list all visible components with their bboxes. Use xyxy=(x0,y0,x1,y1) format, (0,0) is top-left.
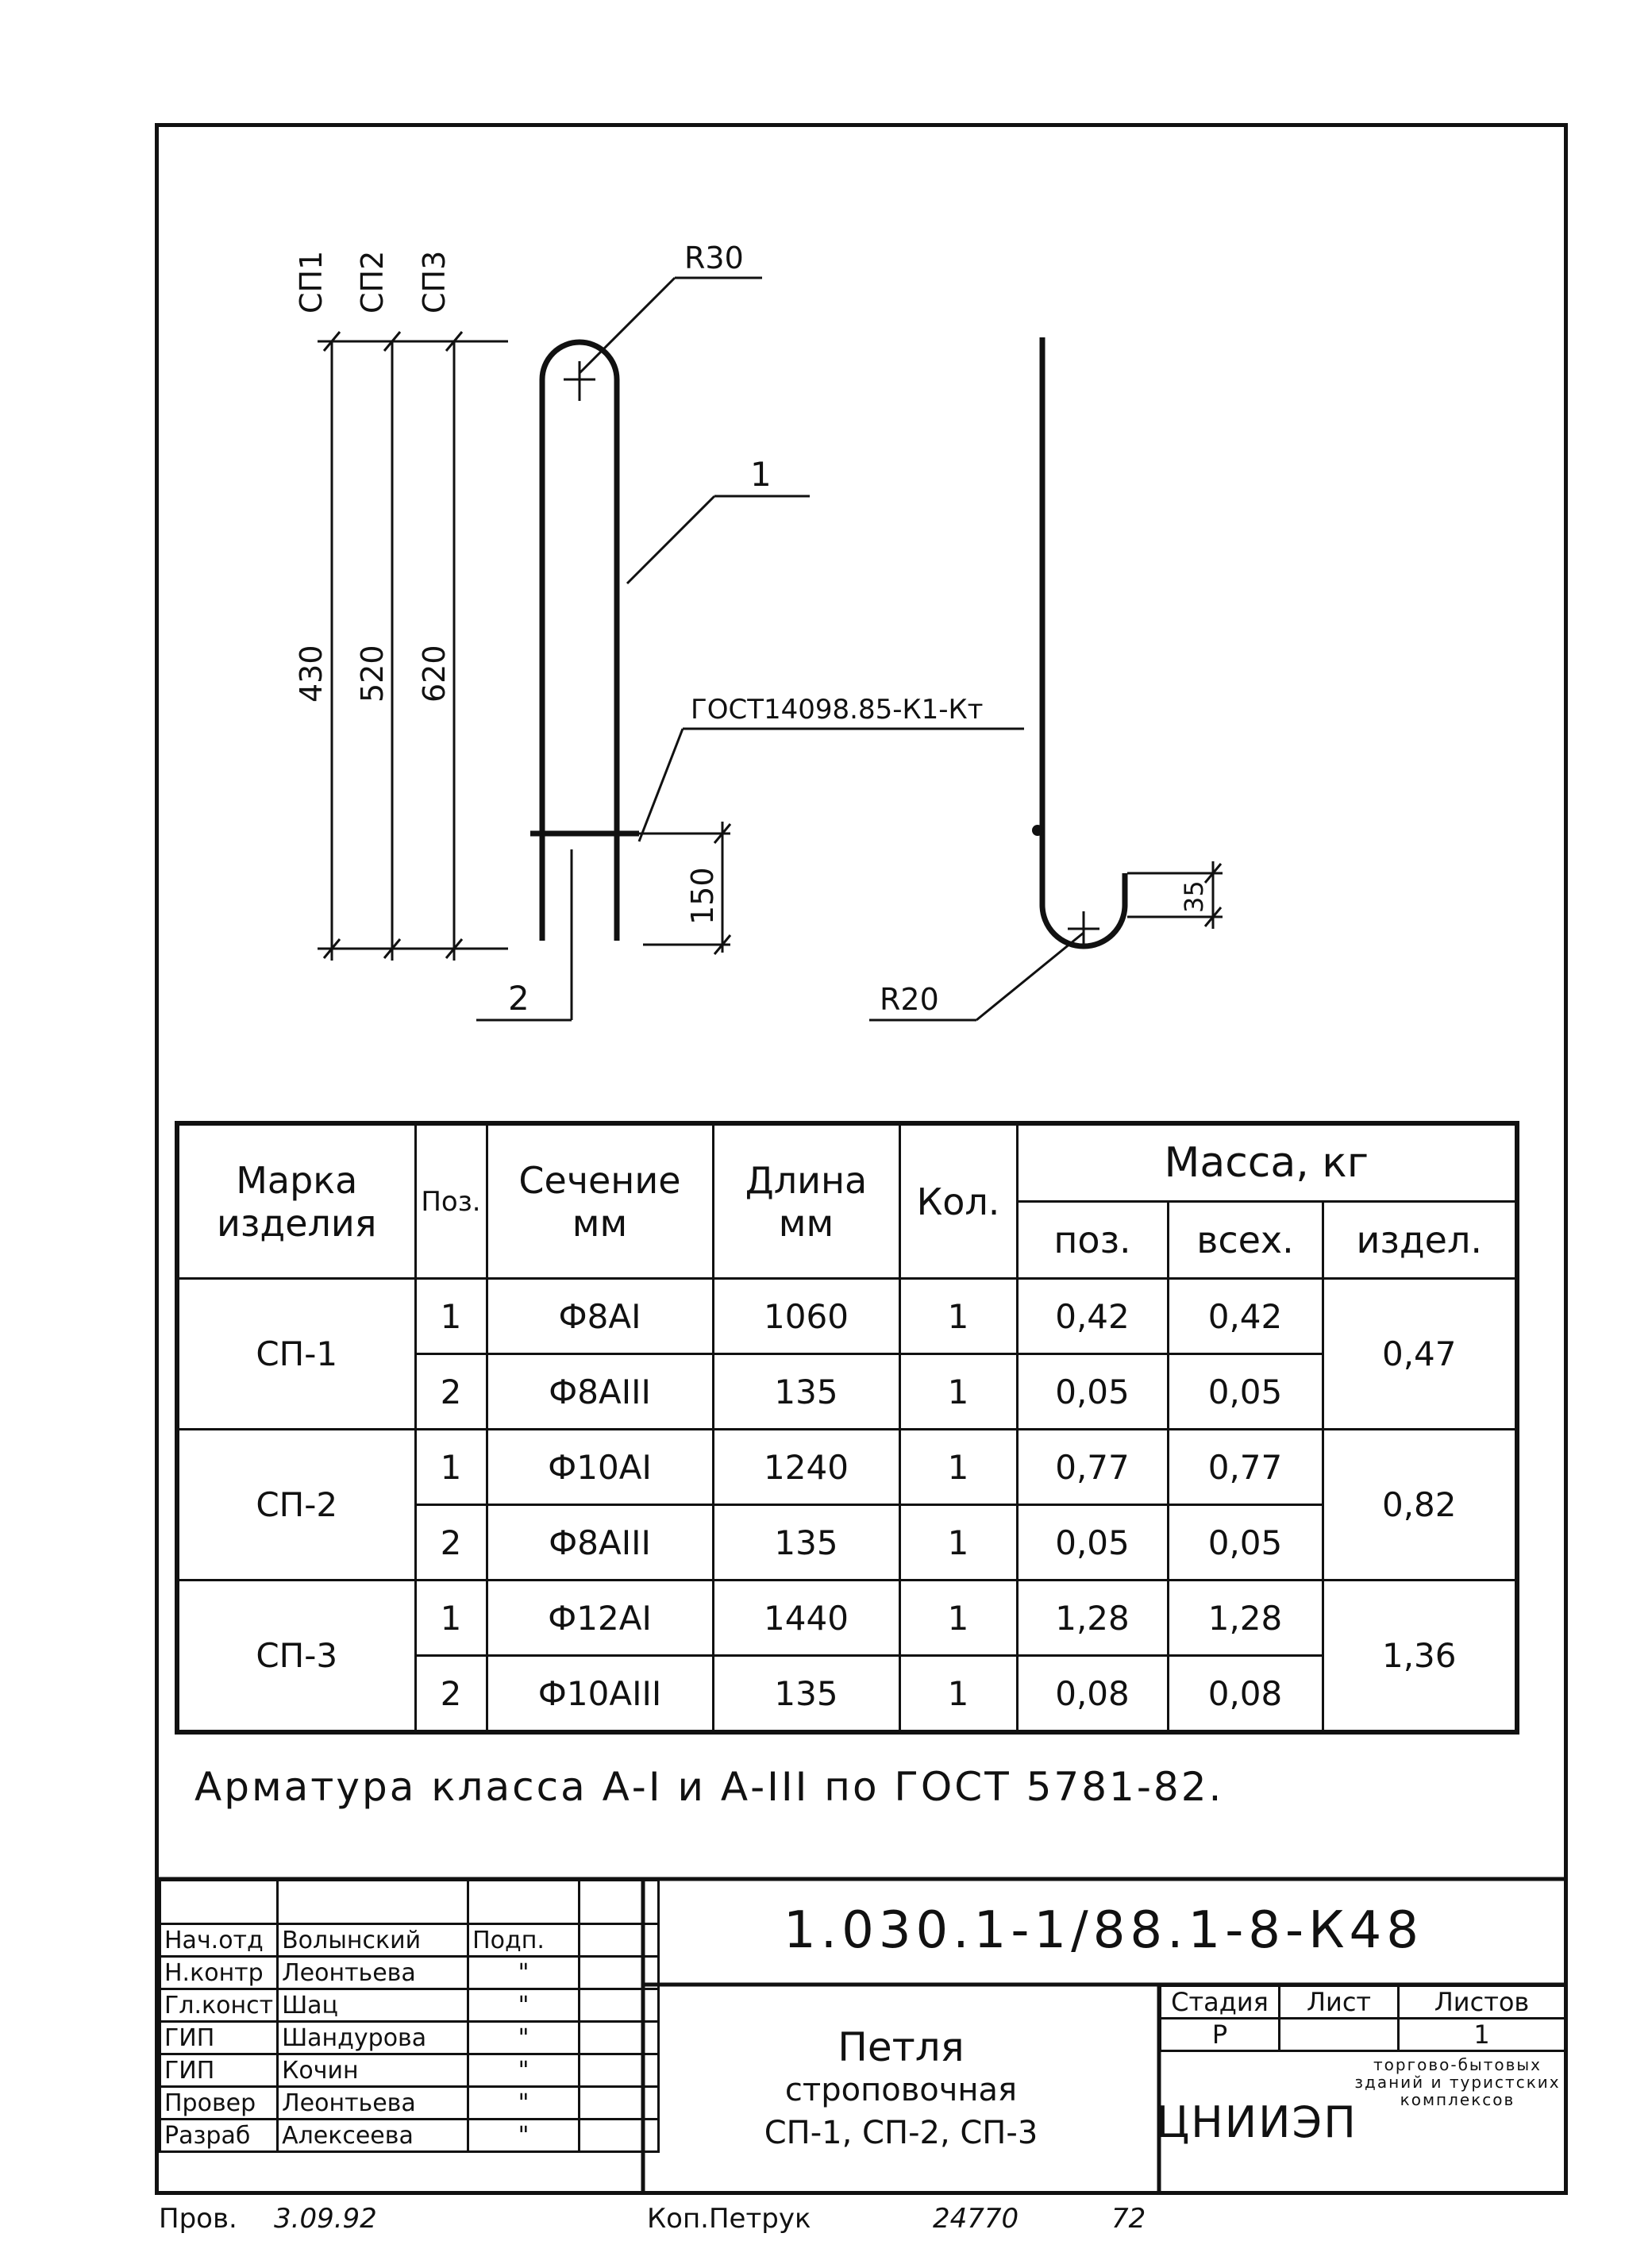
sheet-label: Лист xyxy=(1280,1986,1399,2019)
cell-length: 135 xyxy=(713,1354,899,1430)
cell-section: Ф10АI xyxy=(487,1430,713,1505)
organization-name: ЦНИИЭП xyxy=(1156,2097,1357,2147)
cell-mass-all: 0,08 xyxy=(1168,1656,1323,1733)
cell-section: Ф8АIII xyxy=(487,1505,713,1581)
header-mass-all: всех. xyxy=(1168,1202,1323,1279)
role: Гл.конст xyxy=(160,1989,278,2022)
organization-description: торгово-бытовых зданий и туристских комплексов xyxy=(1354,2055,1561,2109)
sign: " xyxy=(468,2054,580,2087)
cell-mark: СП-3 xyxy=(177,1581,415,1733)
header-qty: Кол. xyxy=(899,1123,1017,1279)
sheet-value xyxy=(1280,2019,1399,2051)
cell-mark: СП-2 xyxy=(177,1430,415,1581)
cell-mass-pos: 0,42 xyxy=(1017,1279,1168,1354)
name: Кочин xyxy=(278,2054,468,2087)
copied-by: Коп.Петрук xyxy=(647,2203,811,2235)
sheets-label: Листов xyxy=(1399,1986,1565,2019)
cell-mass-all: 0,77 xyxy=(1168,1430,1323,1505)
cell-pos: 2 xyxy=(415,1505,487,1581)
cell-mass-pos: 0,77 xyxy=(1017,1430,1168,1505)
header-length: Длина мм xyxy=(713,1123,899,1279)
check-label: Пров. xyxy=(159,2203,237,2235)
cell-length: 1060 xyxy=(713,1279,899,1354)
cell-pos: 2 xyxy=(415,1354,487,1430)
name: Волынский xyxy=(278,1924,468,1957)
dim-height-520: 520 xyxy=(355,645,390,703)
cell-section: Ф8АI xyxy=(487,1279,713,1354)
reinforcement-note: Арматура класса А-I и А-III по ГОСТ 5781-82. xyxy=(194,1764,1224,1810)
signature-row xyxy=(160,2120,659,2152)
cell-length: 1440 xyxy=(713,1581,899,1656)
position-2-label: 2 xyxy=(508,979,529,1018)
cell-qty: 1 xyxy=(899,1656,1017,1733)
dim-tag-sp3: СП3 xyxy=(417,250,452,314)
cell-pos: 1 xyxy=(415,1430,487,1505)
cell-mass-pos: 0,05 xyxy=(1017,1505,1168,1581)
dim-tag-sp1: СП1 xyxy=(294,250,329,314)
role: Нач.отд xyxy=(160,1924,278,1957)
name: Леонтьева xyxy=(278,1957,468,1989)
cell-mass-all: 0,05 xyxy=(1168,1505,1323,1581)
archive-number: 24770 xyxy=(933,2203,1019,2235)
name: Леонтьева xyxy=(278,2087,468,2120)
radius-top-label: R30 xyxy=(684,241,744,275)
role: ГИП xyxy=(160,2054,278,2087)
check-date: 3.09.92 xyxy=(274,2203,377,2235)
name: Шац xyxy=(278,1989,468,2022)
drawing-title xyxy=(643,1985,1159,2195)
cell-qty: 1 xyxy=(899,1581,1017,1656)
signature-row xyxy=(160,1957,659,1989)
position-1-label: 1 xyxy=(750,455,772,494)
sign: " xyxy=(468,1989,580,2022)
header-mass-pos: поз. xyxy=(1017,1202,1168,1279)
cell-qty: 1 xyxy=(899,1279,1017,1354)
cell-qty: 1 xyxy=(899,1430,1017,1505)
dim-35: 35 xyxy=(1179,880,1209,913)
sign: " xyxy=(468,1957,580,1989)
cell-mass-all: 1,28 xyxy=(1168,1581,1323,1656)
title-line-3: СП-1, СП-2, СП-3 xyxy=(764,2114,1038,2151)
stage-value: Р xyxy=(1161,2019,1280,2051)
role: Провер xyxy=(160,2087,278,2120)
signature-row xyxy=(160,2054,659,2087)
header-section: Сечение мм xyxy=(487,1123,713,1279)
cell-length: 135 xyxy=(713,1505,899,1581)
role: ГИП xyxy=(160,2022,278,2054)
name: Алексеева xyxy=(278,2120,468,2152)
stage-label: Стадия xyxy=(1161,1986,1280,2019)
cell-mass-pos: 0,08 xyxy=(1017,1656,1168,1733)
name: Шандурова xyxy=(278,2022,468,2054)
cell-section: Ф10АIII xyxy=(487,1656,713,1733)
signature-row xyxy=(160,2022,659,2054)
sign: " xyxy=(468,2022,580,2054)
radius-bottom-label: R20 xyxy=(880,982,939,1017)
signature-row xyxy=(160,1924,659,1957)
dim-150: 150 xyxy=(685,867,720,925)
signatures-table xyxy=(159,1879,660,2153)
cell-pos: 2 xyxy=(415,1656,487,1733)
signature-row xyxy=(160,2087,659,2120)
cell-qty: 1 xyxy=(899,1354,1017,1430)
stage-table xyxy=(1159,1985,1566,2052)
cell-mass-item: 1,36 xyxy=(1323,1581,1517,1733)
cell-mass-all: 0,42 xyxy=(1168,1279,1323,1354)
sheets-value: 1 xyxy=(1399,2019,1565,2051)
header-mark: Марка изделия xyxy=(177,1123,415,1279)
role: Разраб xyxy=(160,2120,278,2152)
cell-qty: 1 xyxy=(899,1505,1017,1581)
dim-tag-sp2: СП2 xyxy=(355,250,390,314)
cell-pos: 1 xyxy=(415,1581,487,1656)
header-mass-item: издел. xyxy=(1323,1202,1517,1279)
cell-length: 1240 xyxy=(713,1430,899,1505)
sign: Подп. xyxy=(468,1924,580,1957)
signature-row xyxy=(160,1989,659,2022)
cell-mark: СП-1 xyxy=(177,1279,415,1430)
header-mass: Масса, кг xyxy=(1017,1123,1517,1202)
cell-length: 135 xyxy=(713,1656,899,1733)
cell-section: Ф12АI xyxy=(487,1581,713,1656)
cell-section: Ф8АIII xyxy=(487,1354,713,1430)
dim-height-620: 620 xyxy=(417,645,452,703)
title-line-1: Петля xyxy=(838,2023,965,2070)
document-code: 1.030.1-1/88.1-8-К48 xyxy=(784,1901,1423,1960)
cell-mass-pos: 0,05 xyxy=(1017,1354,1168,1430)
cell-mass-item: 0,82 xyxy=(1323,1430,1517,1581)
format-number: 72 xyxy=(1111,2203,1146,2235)
cell-pos: 1 xyxy=(415,1279,487,1354)
title-line-2: строповочная xyxy=(784,2071,1018,2108)
role: Н.контр xyxy=(160,1957,278,1989)
weld-standard-label: ГОСТ14098.85-К1-Кт xyxy=(691,694,984,726)
sign: " xyxy=(468,2120,580,2152)
cell-mass-pos: 1,28 xyxy=(1017,1581,1168,1656)
cell-mass-item: 0,47 xyxy=(1323,1279,1517,1430)
sign: " xyxy=(468,2087,580,2120)
cell-mass-all: 0,05 xyxy=(1168,1354,1323,1430)
dim-height-430: 430 xyxy=(294,645,329,703)
header-pos: Поз. xyxy=(415,1123,487,1279)
